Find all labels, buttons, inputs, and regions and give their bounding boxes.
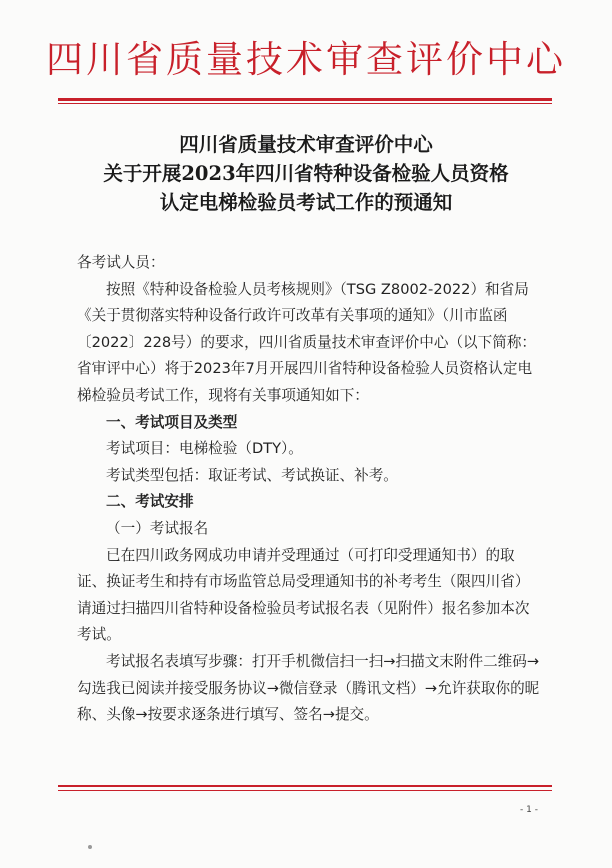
document-title	[40, 130, 572, 217]
title-line-3: 认定电梯检验员考试工作的预通知	[159, 191, 453, 214]
letterhead-rule	[58, 98, 552, 101]
salutation: 各考试人员：	[77, 254, 165, 271]
page-number: - 1 -	[520, 805, 538, 815]
footer-rule-thin	[58, 790, 552, 791]
document-body	[77, 250, 543, 729]
intro-paragraph: 按照《特种设备检验人员考核规则》（TSG Z8002-2022）和省局《关于贯彻落实特种设备行政许可改革有关事项的通知》（川市监函〔2022〕228号）的要求，四川省质量技术审查评价中心（以下简称：省审评中心）将于2023年7月开展四川省特种设备检验人员资格认定电梯检验员考试工作，现将有关事项通知如下：	[77, 280, 537, 404]
registration-paragraph: 已在四川政务网成功申请并受理通过（可打印受理通知书）的取证、换证考生和持有市场监管总局受理通知书的补考考生（限四川省）请通过扫描四川省特种设备检验员考试报名表（见附件）报名参加本次考试。	[77, 546, 530, 644]
section-2-heading: 二、考试安排	[106, 493, 194, 511]
title-line-1: 四川省质量技术审查评价中心	[179, 133, 433, 156]
footer-rule	[58, 785, 552, 787]
title-line-2: 关于开展2023年四川省特种设备检验人员资格	[103, 162, 509, 185]
subsection-registration: （一）考试报名	[106, 519, 209, 537]
exam-types: 考试类型包括：取证考试、考试换证、补考。	[106, 466, 398, 484]
scan-dot	[88, 845, 92, 849]
letterhead-title: 四川省质量技术审查评价中心	[46, 38, 566, 81]
exam-item: 考试项目：电梯检验（DTY）。	[106, 440, 303, 458]
registration-steps: 考试报名表填写步骤：打开手机微信扫一扫→扫描文末附件二维码→勾选我已阅读并接受服务协议→微信登录（腾讯文档）→允许获取你的昵称、头像→按要求逐条进行填写、签名→提交。	[77, 652, 540, 724]
letterhead-rule-thin	[58, 103, 552, 104]
section-1-heading: 一、考试项目及类型	[106, 413, 238, 431]
